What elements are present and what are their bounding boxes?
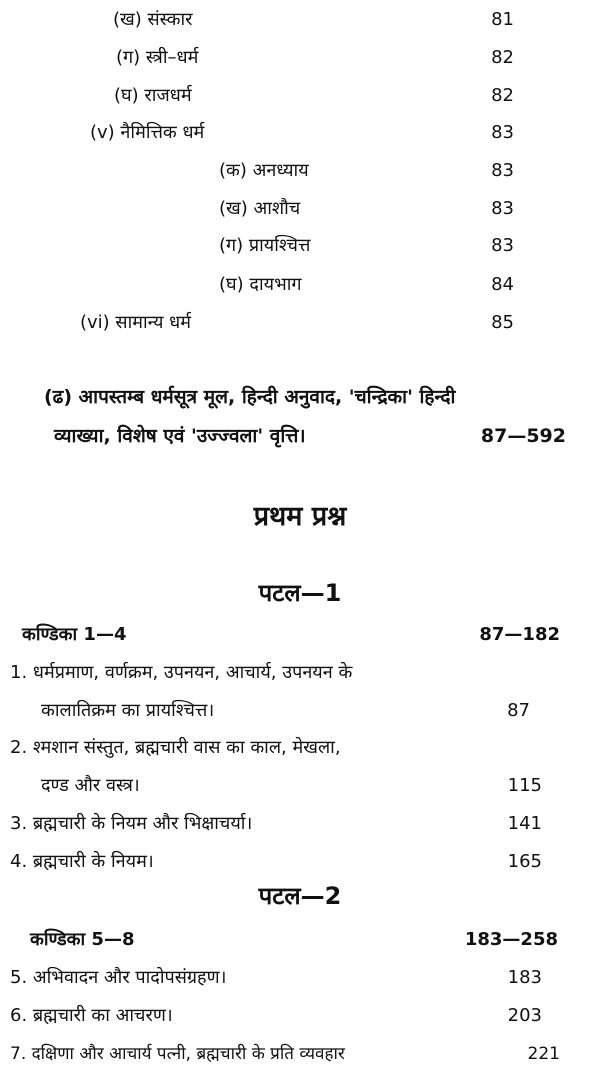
list-item-page: 115 [507, 775, 542, 796]
list-item-line1: 1. धर्मप्रमाण, वर्णक्रम, उपनयन, आचार्य, उपनयन के [10, 662, 353, 683]
toc-entry-page: 83 [491, 160, 514, 181]
toc-entry-label: (घ) दायभाग [219, 274, 302, 295]
kandika-1-label: कण्डिका 1—4 [22, 624, 127, 645]
patal-2-heading: पटल—2 [258, 882, 342, 910]
toc-entry-page: 85 [491, 312, 514, 333]
list-item-page: 221 [527, 1044, 560, 1064]
toc-entry-page: 84 [491, 274, 514, 295]
toc-entry-label: (क) अनध्याय [219, 160, 309, 181]
toc-entry-page: 81 [491, 9, 514, 30]
toc-entry-label: (ख) आशौच [219, 198, 301, 219]
toc-entry-page: 83 [491, 235, 514, 256]
kandika-2-pages: 183—258 [464, 929, 558, 950]
patal-1-heading: पटल—1 [258, 579, 342, 607]
toc-entry-label: (v) नैमित्तिक धर्म [90, 122, 205, 143]
section-dha-line1: (ढ) आपस्तम्ब धर्मसूत्र मूल, हिन्दी अनुवाद, 'चन्द्रिका' हिन्दी [44, 386, 456, 408]
list-item-page: 165 [507, 851, 542, 872]
kandika-1-pages: 87—182 [479, 624, 560, 645]
toc-entry-label: (ग) स्त्री–धर्म [116, 47, 199, 68]
toc-entry-page: 82 [491, 47, 514, 68]
list-item-page: 183 [507, 967, 542, 988]
toc-entry-page: 83 [491, 122, 514, 143]
section-dha-pages: 87—592 [480, 425, 566, 447]
list-item-line2: दण्ड और वस्त्र। [41, 775, 140, 796]
list-item-line1: 4. ब्रह्मचारी के नियम। [10, 851, 154, 872]
list-item-line1: 6. ब्रह्मचारी का आचरण। [10, 1005, 173, 1026]
list-item-page: 87 [507, 700, 530, 721]
toc-entry-page: 83 [491, 198, 514, 219]
toc-entry-page: 82 [491, 85, 514, 106]
toc-entry-label: (ग) प्रायश्चित्त [219, 235, 311, 256]
list-item-line1: 2. श्मशान संस्तुत, ब्रह्मचारी वास का काल, मेखला, [10, 737, 341, 758]
main-heading: प्रथम प्रश्न [253, 501, 347, 532]
section-dha-line2: व्याख्या, विशेष एवं 'उज्ज्वला' वृत्ति। [54, 425, 306, 447]
list-item-page: 141 [507, 813, 542, 834]
list-item-line2: कालातिक्रम का प्रायश्चित्त। [41, 700, 215, 721]
toc-entry-label: (ख) संस्कार [113, 9, 193, 30]
toc-entry-label: (vi) सामान्य धर्म [80, 312, 191, 333]
list-item-line1: 3. ब्रह्मचारी के नियम और भिक्षाचर्या। [10, 813, 253, 834]
toc-entry-label: (घ) राजधर्म [114, 85, 192, 106]
list-item-line1: 7. दक्षिणा और आचार्य पत्नी, ब्रह्मचारी के प्रति व्यवहार [10, 1044, 345, 1064]
list-item-page: 203 [507, 1005, 542, 1026]
kandika-2-label: कण्डिका 5—8 [30, 929, 135, 950]
list-item-line1: 5. अभिवादन और पादोपसंग्रहण। [10, 967, 227, 988]
